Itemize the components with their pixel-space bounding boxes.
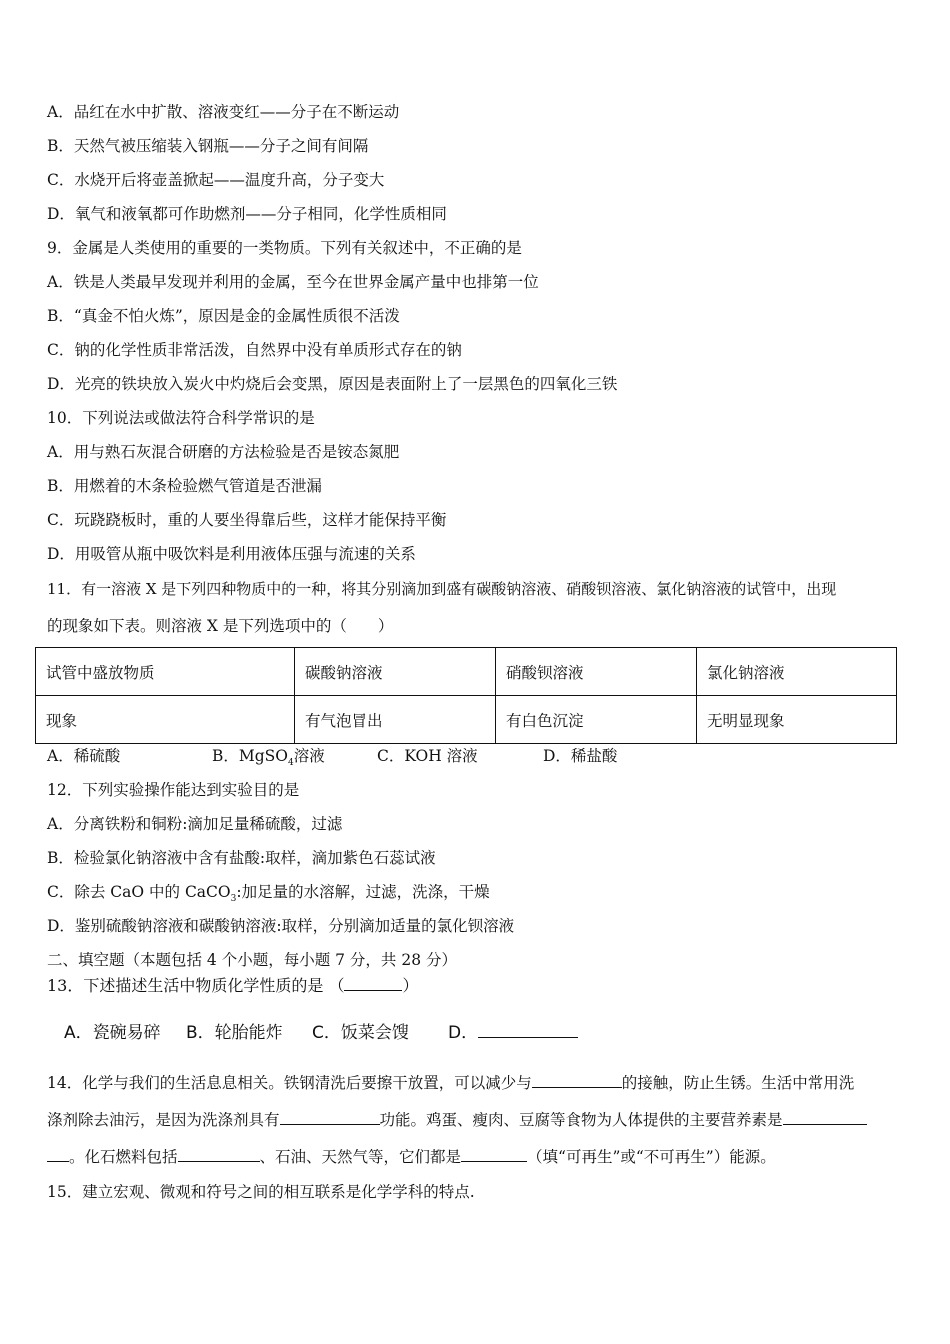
table-cell: 硝酸钡溶液 [496, 648, 697, 696]
table-cell: 有白色沉淀 [496, 696, 697, 744]
q14-blank-5[interactable] [461, 1161, 527, 1162]
q12-option-b: B．检验氯化钠溶液中含有盐酸:取样，滴加紫色石蕊试液 [47, 849, 436, 867]
q13-option-b: B．轮胎能炸 [186, 1023, 283, 1043]
q12-option-c-text: C．除去 CaO 中的 CaCO [47, 883, 231, 901]
q11-option-b-suffix: 溶液 [293, 747, 325, 765]
q12-option-a: A．分离铁粉和铜粉:滴加足量稀硫酸，过滤 [47, 815, 343, 833]
q14-blank-3[interactable] [783, 1124, 867, 1125]
table-cell: 现象 [36, 696, 295, 744]
q10-option-a: A．用与熟石灰混合研磨的方法检验是否是铵态氮肥 [47, 443, 400, 461]
q11-option-b-subscript: 4 [288, 758, 294, 769]
q10-option-b: B．用燃着的木条检验燃气管道是否泄漏 [47, 477, 322, 495]
q8-option-a: A．品红在水中扩散、溶液变红——分子在不断运动 [47, 103, 400, 121]
q13-stem-text: 13．下述描述生活中物质化学性质的是 （ [47, 976, 345, 995]
q14-text-3: 涤剂除去油污，是因为洗涤剂具有 [47, 1111, 280, 1129]
table-cell: 氯化钠溶液 [697, 648, 897, 696]
table-cell: 无明显现象 [697, 696, 897, 744]
q13-stem [47, 976, 418, 996]
q14-text-4: 功能。鸡蛋、瘦肉、豆腐等食物为人体提供的主要营养素是 [379, 1111, 783, 1129]
q13-option-d-blank[interactable] [478, 1037, 578, 1038]
q11-stem-line1: 11．有一溶液 X 是下列四种物质中的一种，将其分别滴加到盛有碳酸钠溶液、硝酸钡溶液、氯化钠溶液的试管中，出现 [47, 580, 837, 598]
q14-blank-4[interactable] [178, 1161, 260, 1162]
q12-option-c-suffix: :加足量的水溶解，过滤，洗涤，干燥 [236, 883, 490, 901]
q12-option-c-subscript: 3 [230, 894, 237, 905]
q12-stem: 12．下列实验操作能达到实验目的是 [47, 781, 300, 799]
table-cell: 碳酸钠溶液 [295, 648, 496, 696]
q13-option-c: C．饭菜会馊 [312, 1023, 409, 1043]
q10-option-c: C．玩跷跷板时，重的人要坐得靠后些，这样才能保持平衡 [47, 511, 447, 529]
q8-option-d: D．氧气和液氧都可作助燃剂——分子相同，化学性质相同 [47, 205, 447, 223]
q15-stem: 15．建立宏观、微观和符号之间的相互联系是化学学科的特点. [47, 1183, 475, 1201]
q12-option-d: D．鉴别硫酸钠溶液和碳酸钠溶液:取样，分别滴加适量的氯化钡溶液 [47, 917, 515, 935]
table-cell: 有气泡冒出 [295, 696, 496, 744]
table-row [36, 648, 897, 696]
q13-option-d [448, 1022, 578, 1044]
q14-text-7: （填“可再生”或“不可再生”）能源。 [527, 1148, 776, 1166]
q8-option-c: C．水烧开后将壶盖掀起——温度升高，分子变大 [47, 171, 385, 189]
q10-stem: 10．下列说法或做法符合科学常识的是 [47, 409, 315, 427]
section-heading: 二、填空题（本题包括 4 个小题，每小题 7 分，共 28 分） [47, 951, 458, 969]
q13-answer-blank[interactable] [344, 990, 402, 991]
q14-text-6: 、石油、天然气等，它们都是 [259, 1148, 462, 1166]
table-cell: 试管中盛放物质 [36, 648, 295, 696]
q9-stem: 9．金属是人类使用的重要的一类物质。下列有关叙述中，不正确的是 [47, 239, 522, 257]
q11-table [35, 647, 897, 744]
q11-option-b-text: B．MgSO [212, 747, 289, 765]
q9-option-c: C．钠的化学性质非常活泼，自然界中没有单质形式存在的钠 [47, 341, 462, 359]
q14-text-2: 的接触，防止生锈。生活中常用洗 [621, 1074, 855, 1092]
q14-blank-2[interactable] [280, 1124, 380, 1125]
q14-line2 [47, 1110, 867, 1130]
q11-option-b [212, 746, 325, 773]
q12-option-c [47, 882, 490, 909]
q14-blank-1[interactable] [532, 1087, 622, 1088]
q14-line1 [47, 1073, 854, 1093]
q9-option-a: A．铁是人类最早发现并利用的金属，至今在世界金属产量中也排第一位 [47, 273, 539, 291]
q9-option-b: B．“真金不怕火炼”，原因是金的金属性质很不活泼 [47, 307, 400, 325]
q11-stem-line2: 的现象如下表。则溶液 X 是下列选项中的（ ） [47, 617, 394, 635]
table-row [36, 696, 897, 744]
q14-text-1: 14．化学与我们的生活息息相关。铁钢清洗后要擦干放置，可以减少与 [47, 1074, 532, 1092]
q10-option-d: D．用吸管从瓶中吸饮料是利用液体压强与流速的关系 [47, 545, 416, 563]
q8-option-b: B．天然气被压缩装入钢瓶——分子之间有间隔 [47, 137, 369, 155]
q11-option-d: D．稀盐酸 [543, 747, 618, 765]
q9-option-d: D．光亮的铁块放入炭火中灼烧后会变黑，原因是表面附上了一层黑色的四氧化三铁 [47, 375, 618, 393]
q14-line3 [47, 1147, 776, 1167]
q11-option-c: C．KOH 溶液 [377, 747, 478, 765]
q14-text-5: 。化石燃料包括 [69, 1148, 178, 1166]
q13-option-a: A．瓷碗易碎 [64, 1023, 161, 1043]
q11-option-a: A．稀硫酸 [47, 747, 121, 765]
q14-blank-3-cont[interactable] [47, 1161, 69, 1162]
q13-option-d-label: D． [448, 1023, 479, 1043]
q13-stem-close: ） [402, 976, 419, 995]
